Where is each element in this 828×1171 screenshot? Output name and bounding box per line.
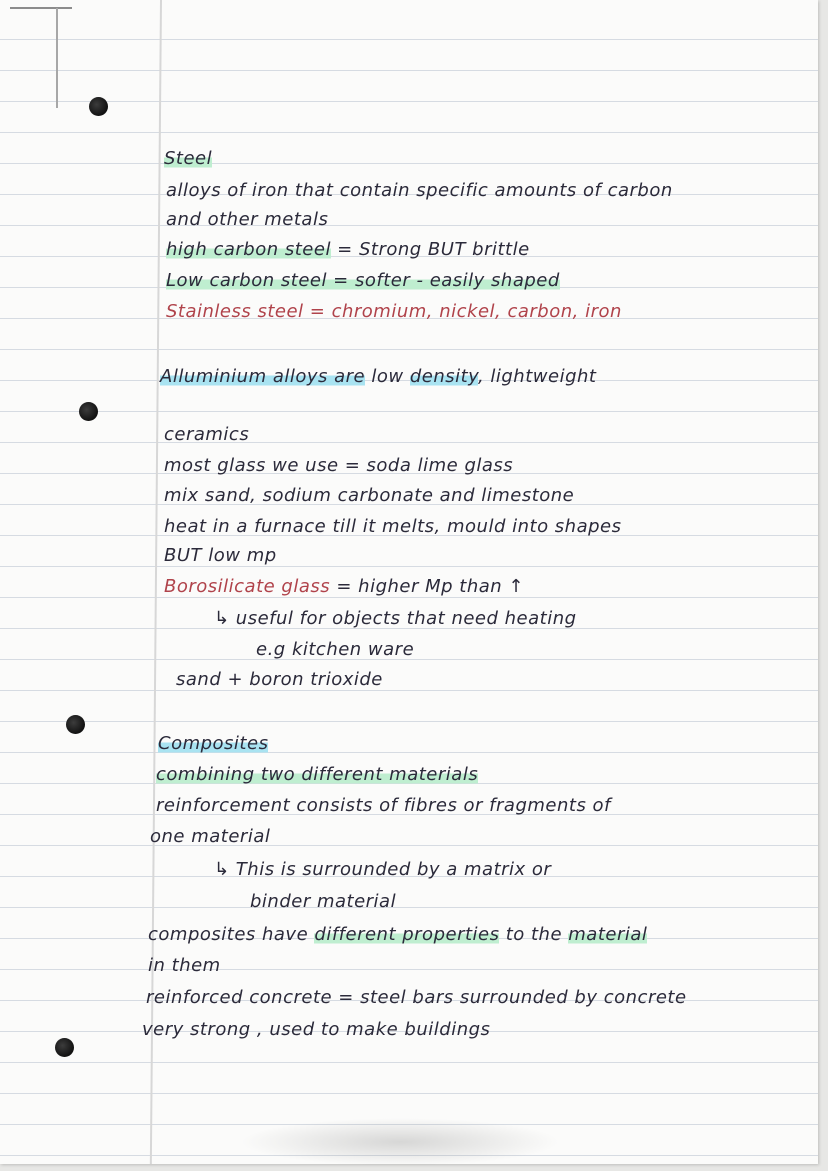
borosilicate-line (164, 576, 524, 598)
composites-line-4: ↳ This is surrounded by a matrix or (214, 859, 552, 880)
composites-heading (158, 733, 268, 755)
aluminium-line (160, 366, 596, 388)
punch-hole (79, 402, 98, 421)
stainless-steel-line: Stainless steel = chromium, nickel, carbon, iron (166, 301, 622, 322)
composites-line-9: very strong , used to make buildings (142, 1019, 491, 1040)
composites-have: composites have (148, 924, 315, 945)
composites-line-1 (156, 764, 478, 786)
steel-heading (164, 148, 212, 170)
aluminium-lightweight: , lightweight (477, 366, 597, 387)
composites-definition: combining two different materials (156, 764, 479, 785)
composites-line-5: binder material (250, 891, 397, 912)
high-carbon-steel-line (166, 239, 530, 261)
low-carbon-text: Low carbon steel = softer - easily shaped (166, 270, 560, 291)
composites-line-2: reinforcement consists of fibres or fragments of (156, 795, 611, 816)
borosilicate-desc: = higher Mp than ↑ (330, 576, 525, 597)
corner-mark-vertical (56, 8, 58, 108)
aluminium-density: density (409, 366, 478, 387)
ceramics-line-4: BUT low mp (164, 545, 277, 566)
composites-line-8: reinforced concrete = steel bars surrounded by concrete (146, 987, 687, 1008)
composites-properties: different properties (314, 924, 500, 945)
corner-mark (10, 7, 72, 9)
composites-line-3: one material (150, 826, 271, 847)
borosilicate-term: Borosilicate glass (164, 576, 331, 597)
ceramics-line-1: most glass we use = soda lime glass (164, 455, 514, 476)
aluminium-low: low (365, 366, 410, 387)
steel-definition-line-2: and other metals (166, 209, 329, 230)
composites-material: material (568, 924, 648, 945)
punch-hole (89, 97, 108, 116)
composites-title: Composites (158, 733, 269, 754)
low-carbon-steel-line (166, 270, 560, 292)
high-carbon-desc: = Strong BUT brittle (330, 239, 530, 260)
photo-shadow (240, 1118, 560, 1166)
ceramics-line-3: heat in a furnace till it melts, mould into shapes (164, 516, 622, 537)
composites-line-6 (148, 924, 647, 946)
composites-to-the: to the (499, 924, 569, 945)
punch-hole (66, 715, 85, 734)
steel-definition-line-1: alloys of iron that contain specific amounts of carbon (166, 180, 673, 201)
high-carbon-term: high carbon steel (166, 239, 331, 260)
steel-title: Steel (164, 148, 213, 169)
aluminium-term: Alluminium alloys are (160, 366, 366, 387)
borosilicate-example: e.g kitchen ware (256, 639, 415, 660)
ceramics-line-2: mix sand, sodium carbonate and limestone (164, 485, 575, 506)
composites-line-7: in them (148, 955, 221, 976)
borosilicate-use: ↳ useful for objects that need heating (214, 608, 577, 629)
borosilicate-ingredients: sand + boron trioxide (176, 669, 383, 690)
punch-hole (55, 1038, 74, 1057)
ceramics-heading: ceramics (164, 424, 250, 445)
